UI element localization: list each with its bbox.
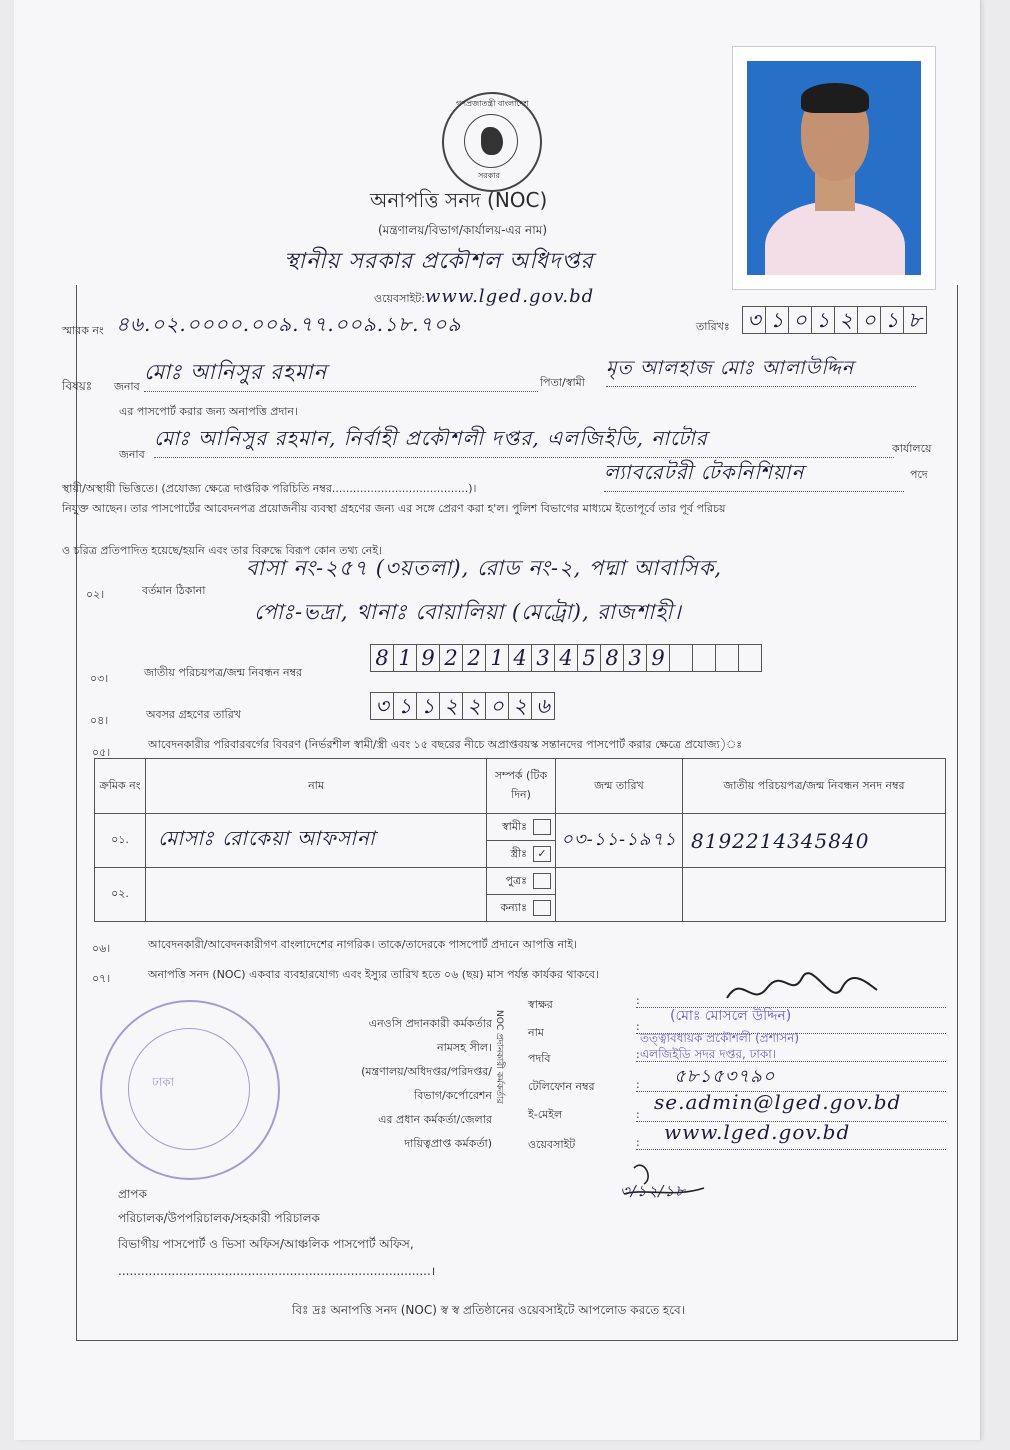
government-seal-icon — [442, 92, 542, 192]
footer-note: বিঃ দ্রঃ অনাপত্তি সনদ (NOC) স্ব স্ব প্রতিষ্ঠানের ওয়েবসাইটে আপলোড করতে হবে। — [292, 1303, 686, 1317]
document-title: অনাপত্তি সনদ (NOC) — [370, 188, 548, 212]
recipient-label: প্রাপক — [118, 1187, 147, 1201]
employment-detail: মোঃ আনিসুর রহমান, নির্বাহী প্রকৌশলী দপ্তর, এলজিইডি, নাটোর — [154, 424, 894, 458]
issue-date-boxes: ৩ ১ ০ ১ ২ ০ ১ ৮ — [742, 306, 927, 334]
address-line-1: বাসা নং-২৫৭ (৩য়তলা), রোড নং-২, পদ্মা আবাসিক, — [246, 556, 723, 580]
subject-label: বিষয়ঃ — [62, 379, 93, 393]
signer-website: www.lged.gov.bd — [664, 1120, 851, 1144]
retirement-label: অবসর গ্রহণের তারিখ — [146, 708, 241, 721]
item-07-number: ০৭। — [92, 972, 111, 985]
col-nid: জাতীয় পরিচয়পত্র/জন্ম নিবন্ধন সনদ নম্বর — [683, 759, 946, 814]
statement-line-1: নিযুক্ত আছেন। তার পাসপোর্টের আবেদনপত্র প্রয়োজনীয় ব্যবস্থা গ্রহণের জন্য এর সঙ্গে প্রেরণ করা হ'ল। পুলিশ বিভাগের মাধ্যমে ইতোপূর্বে তার পূর্ব পরিচয় — [62, 502, 726, 515]
col-relation: সম্পর্ক (টিক দিন) — [487, 759, 556, 814]
item-03-number: ০৩। — [90, 672, 109, 685]
office-stamp-icon: ঢাকা — [100, 1000, 280, 1180]
item-06-number: ০৬। — [92, 942, 111, 955]
phone-label: টেলিফোন নম্বর — [528, 1080, 595, 1093]
address-label: বর্তমান ঠিকানা — [142, 584, 206, 597]
mr-label-2: জনাব — [119, 448, 145, 461]
noc-vertical-caption: NOC প্রদানকারী কর্মকর্তার — [494, 1010, 504, 1104]
date-label: তারিখঃ — [696, 320, 730, 333]
signer-designation: তত্ত্বাবধায়ক প্রকৌশলী (প্রশাসন) — [640, 1031, 800, 1045]
table-row: ০১. মোসাঃ রোকেয়া আফসানা স্বামীঃ ০৩-১১-১৯৭১ 8192214345840 — [95, 814, 946, 841]
designation: ল্যাবরেটরী টেকনিশিয়ান — [604, 458, 904, 492]
website-label: ওয়েবসাইট:www.lged.gov.bd — [374, 286, 595, 307]
applicant-name: মোঃ আনিসুর রহমান — [144, 356, 538, 392]
authority-description: এনওসি প্রদানকারী কর্মকর্তার নামসহ সীল। (মন্ত্রণালয়/অধিদপ্তর/পরিদপ্তর/ বিভাগ/কর্পোরেশন এর প্রধান কর্মকর্তা/জেলার দায়িত্বপ্রাপ্ত কর্মকর্তা) — [361, 1017, 492, 1150]
memo-label: স্মারক নং — [62, 324, 104, 337]
seal-top-text: গণপ্রজাতন্ত্রী বাংলাদেশ — [456, 99, 529, 108]
family-caption: আবেদনকারীর পরিবারবর্গের বিবরণ (নির্ভরশীল স্বামী/স্ত্রী এবং ১৫ বছরের নীচে অপ্রাপ্তবয়স্ক সন্তানদের পাসপোর্ট করার ক্ষেত্রে প্রযোজ্য)ঃ — [148, 738, 743, 751]
nid-label: জাতীয় পরিচয়পত্র/জন্ম নিবন্ধন নম্বর — [144, 666, 303, 679]
col-name: নাম — [146, 759, 487, 814]
item-02-number: ০২। — [86, 588, 105, 601]
designation-label: পদবি — [528, 1052, 551, 1065]
signer-office: এলজিইডি সদর দপ্তর, ঢাকা। — [640, 1047, 777, 1061]
signer-phone: ৫৮১৫৩৭৯০ — [674, 1066, 776, 1087]
signer-name: (মোঃ মোসলে উদ্দিন) — [670, 1008, 792, 1024]
father-name: মৃত আলহাজ মোঃ আলাউদ্দিন — [606, 354, 916, 387]
post-suffix: পদে — [910, 468, 928, 481]
office-name: স্থানীয় সরকার প্রকৌশল অধিদপ্তর — [284, 249, 594, 274]
signer-email: se.admin@lged.gov.bd — [654, 1090, 902, 1114]
clause-06: আবেদনকারী/আবেদনকারীগণ বাংলাদেশের নাগরিক। তাকে/তাদেরকে পাসপোর্ট প্রদানে আপত্তি নাই। — [148, 938, 578, 951]
recipient-line-1: পরিচালক/উপপরিচালক/সহকারী পরিচালক — [118, 1211, 320, 1225]
email-label: ই-মেইল — [528, 1108, 563, 1121]
status-line: স্থায়ী/অস্থায়ী ভিত্তিতে। (প্রযোজ্য ক্ষেত্রে দাপ্তরিক পরিচিতি নম্বর.......................................)। — [62, 482, 477, 495]
col-dob: জন্ম তারিখ — [556, 759, 683, 814]
nid-boxes: 8 1 9 2 2 1 4 3 4 5 8 3 9 — [370, 644, 762, 672]
retirement-date-boxes: ৩ ১ ১ ২ ২ ০ ২ ৬ — [370, 692, 555, 720]
sign-label: স্বাক্ষর — [528, 998, 553, 1011]
name-label: নাম — [528, 1026, 544, 1039]
subject-line: এর পাসপোর্ট করার জন্য অনাপত্তি প্রদান। — [119, 405, 298, 418]
website-label-2: ওয়েবসাইট — [528, 1138, 576, 1151]
ministry-caption: (মন্ত্রণালয়/বিভাগ/কার্যালয়-এর নাম) — [378, 223, 548, 237]
father-label: পিতা/স্বামী — [540, 376, 585, 389]
recipient-line-3: ..................................................................................। — [118, 1264, 436, 1278]
document-sheet: গণপ্রজাতন্ত্রী বাংলাদেশ সরকার অনাপত্তি সনদ (NOC) (মন্ত্রণালয়/বিভাগ/কার্যালয়-এর নাম) স্থানীয় সরকার প্রকৌশল অধিদপ্তর ওয়েবসাইট:www.lged.gov.bd স্মারক নং ৪৬.০২.০০০০.০০৯.৭৭.০০৯.১৮.৭০৯ তারিখঃ ৩ ১ ০ ১ ২ ০ ১ ৮ বিষয়ঃ জনাব মোঃ আনিসুর রহমান পিতা/স্বামী মৃত আলহাজ মোঃ আলাউদ্দিন এর পাসপোর্ট করার জন্য অনাপত্তি প্রদান। জনাব মোঃ আনিসুর রহমান, নির্বাহী প্রকৌশলী দপ্তর, এলজিইডি, নাটোর কার্যালয়ে স্থায়ী/অস্থায়ী ভিত্তিতে। (প্রযোজ্য ক্ষেত্রে দাপ্তরিক পরিচিতি নম্বর.......................................)। ল্যাবরেটরী টেকনিশিয়ান পদে নিযুক্ত আছেন। তার পাসপোর্টের আবেদনপত্র প্রয়োজনীয় ব্যবস্থা গ্রহণের জন্য এর সঙ্গে প্রেরণ করা হ'ল। পুলিশ বিভাগের মাধ্যমে ইতোপূর্বে তার পূর্ব পরিচয় ও চরিত্র প্রতিপাদিত হয়েছে/হয়নি এবং তার বিরুদ্ধে বিরূপ কোন তথ্য নেই। ০২। বর্তমান ঠিকানা বাসা নং-২৫৭ (৩য়তলা), রোড নং-২, পদ্মা আবাসিক, পোঃ-ভদ্রা, থানাঃ বোয়ালিয়া (মেট্রো), রাজশাহী। ০৩। জাতীয় পরিচয়পত্র/জন্ম নিবন্ধন নম্বর 8 1 9 2 2 1 4 3 4 5 8 3 9 ০৪। অবসর গ্রহণের তারিখ ৩ ১ ১ ২ ২ ০ ২ ৬ ০৫। আবেদনকারীর পরিবারবর্গের বিবরণ (নির্ভরশীল স্বামী/স্ত্রী এবং ১৫ বছরের নীচে অপ্রাপ্তবয়স্ক সন্তানদের পাসপোর্ট করার ক্ষেত্রে প্রযোজ্য)ঃ ক্রমিক নং নাম সম্পর্ক (টিক দিন) জন্ম তারিখ জাতীয় পরিচয়পত্র/জন্ম নিবন্ধন সনদ নম্বর ০১. মোসাঃ রোকেয়া আফসানা স্বামীঃ ০৩-১১-১৯৭১ 8192214345840 স্ত্রীঃ ✓ ০২. পুত্রঃ কন্যাঃ ০৬। আবেদনকারী/আবেদনকারীগণ বাংলাদেশের নাগরিক। তাকে/তাদেরকে পাসপোর্ট প্রদানে আপত্তি নাই। ০৭। অনাপত্তি সনদ (NOC) একবার ব্যবহারযোগ্য এবং ইস্যুর তারিখ হতে ০৬ (ছয়) মাস পর্যন্ত কার্যকর থাকবে। ঢাকা এনওসি প্রদানকারী কর্মকর্তার নামসহ সীল। (মন্ত্রণালয়/অধিদপ্তর/পরিদপ্তর/ বিভাগ/কর্পোরেশন এর প্রধান কর্মকর্তা/জেলার দায়িত্বপ্রাপ্ত কর্মকর্তা) NOC প্রদানকারী কর্মকর্তার স্বাক্ষর নাম পদবি টেলিফোন নম্বর ই-মেইল ওয়েবসাইট : : (মোঃ মোসলে উদ্দিন) : তত্ত্বাবধায়ক প্রকৌশলী (প্রশাসন) এলজিইডি সদর দপ্তর, ঢাকা। : ৫৮১৫৩৭৯০ : se.admin@lged.gov.bd : www.lged.gov.bd ৩/১২/১৮ প্রাপক পরিচালক/উপপরিচালক/সহকারী পরিচালক বিভাগীয় পাসপোর্ট ও ভিসা অফিস/আঞ্চলিক পাসপোর্ট অফিস, ..................................................................................। বিঃ দ্রঃ অনাপত্তি সনদ (NOC) স্ব স্ব প্রতিষ্ঠানের ওয়েবসাইটে আপলোড করতে হবে। — [14, 0, 981, 1440]
office-suffix: কার্যালয়ে — [892, 442, 932, 455]
applicant-photo — [732, 46, 936, 290]
recipient-line-2: বিভাগীয় পাসপোর্ট ও ভিসা অফিস/আঞ্চলিক পাসপোর্ট অফিস, — [118, 1237, 414, 1251]
col-serial: ক্রমিক নং — [95, 759, 146, 814]
memo-number: ৪৬.০২.০০০০.০০৯.৭৭.০০৯.১৮.৭০৯ — [116, 312, 462, 336]
clause-07: অনাপত্তি সনদ (NOC) একবার ব্যবহারযোগ্য এবং ইস্যুর তারিখ হতে ০৬ (ছয়) মাস পর্যন্ত কার্যকর থাকবে। — [148, 968, 599, 981]
table-row: ০২. পুত্রঃ — [95, 868, 946, 895]
statement-line-2: ও চরিত্র প্রতিপাদিত হয়েছে/হয়নি এবং তার বিরুদ্ধে বিরূপ কোন তথ্য নেই। — [62, 544, 382, 557]
family-table: ক্রমিক নং নাম সম্পর্ক (টিক দিন) জন্ম তারিখ জাতীয় পরিচয়পত্র/জন্ম নিবন্ধন সনদ নম্বর ০১. মোসাঃ রোকেয়া আফসানা স্বামীঃ ০৩-১১-১৯৭১ 8192214345840 স্ত্রীঃ ✓ ০২. পুত্রঃ কন্যাঃ — [94, 758, 946, 922]
seal-bottom-text: সরকার — [478, 171, 501, 180]
item-05-number: ০৫। — [92, 746, 111, 759]
initial-date: ৩/১২/১৮ — [620, 1182, 686, 1200]
mr-label: জনাব — [114, 380, 140, 393]
item-04-number: ০৪। — [90, 714, 109, 727]
address-line-2: পোঃ-ভদ্রা, থানাঃ বোয়ালিয়া (মেট্রো), রাজশাহী। — [254, 600, 682, 624]
